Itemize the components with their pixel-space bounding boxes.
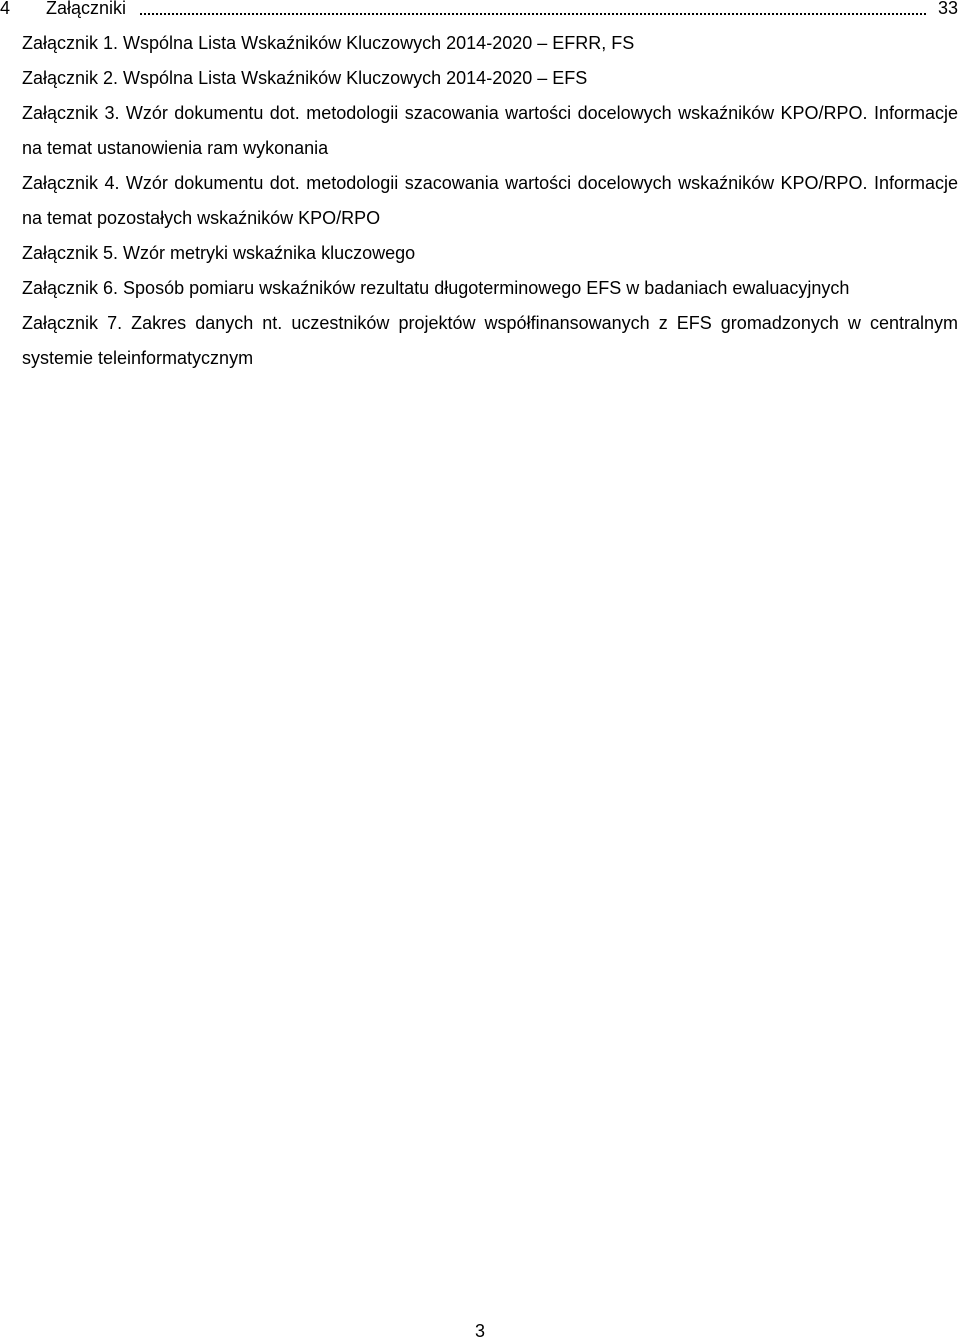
toc-section-title: Załączniki [46,0,127,18]
attachment-1: Załącznik 1. Wspólna Lista Wskaźników Kluczowych 2014-2020 – EFRR, FS [22,33,635,53]
attachment-6: Załącznik 6. Sposób pomiaru wskaźników rezultatu długoterminowego EFS w badaniach ewaluacyjnych [22,278,850,298]
attachment-2: Załącznik 2. Wspólna Lista Wskaźników Kluczowych 2014-2020 – EFS [22,68,588,88]
attachment-7: Załącznik 7. Zakres danych nt. uczestników projektów współfinansowanych z EFS gromadzonych w centralnym systemie teleinformatycznym [22,313,958,368]
attachments-list [22,26,958,376]
footer-page-number: 3 [474,1321,485,1341]
toc-entry-attachments[interactable] [0,0,958,16]
attachment-4: Załącznik 4. Wzór dokumentu dot. metodologii szacowania wartości docelowych wskaźników KPO/RPO. Informacje na temat pozostałych wskaźników KPO/RPO [22,173,958,228]
toc-section-number: 4 [0,0,11,18]
attachment-3: Załącznik 3. Wzór dokumentu dot. metodologii szacowania wartości docelowych wskaźników KPO/RPO. Informacje na temat ustanowienia ram wykonania [22,103,958,158]
toc-dot-leader [140,13,926,15]
attachment-5: Załącznik 5. Wzór metryki wskaźnika kluczowego [22,243,416,263]
toc-page-number: 33 [937,0,958,18]
